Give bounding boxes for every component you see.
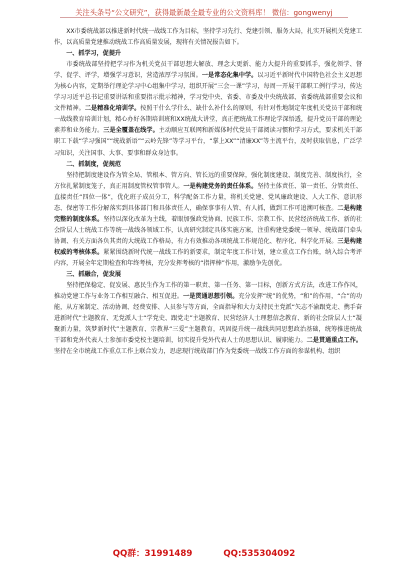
section-1-point-2-title: 二是精准化培训学。 [84, 105, 141, 113]
section-1-paragraph [54, 59, 362, 158]
section-1-point-1-title: 一是常态化集中学。 [201, 72, 258, 80]
document-body [54, 26, 362, 544]
banner-divider [60, 17, 348, 18]
footer-contact [0, 548, 408, 564]
section-2-point-2-body: 坚持以深化改革为主线，着眼加强政党协商、民族工作、宗教工作、民营经济统战工作、新的社会阶层人士统战工作等统一战线各领域工作，认真研究制定具体实施方案，注重构建党委统一领导、统战部门牵头协调、有关方面各负其责的大统战工作格局，有力有效推动各项统战工作规范化、程序化、科学化开展。 [54, 215, 362, 245]
section-3-intro-text: 坚持把保稳定、促发展、惠民生作为工作的第一职责、第一任务、第一目标，创新方式方法，改进工作作风，推动党建工作与业务工作相互融合、相互促进。 [54, 282, 362, 301]
section-3-point-1-body: 充分发挥“统”的优势，“和”的作用，“合”的功能，从方案制定、活动协调、经费安排、人员参与等方面，全面指导和大力支持民主党派“矢志不渝跟党走、携手奋进新时代”主题教育、无党派人士“学党史、跟党走”主题教育、民营经济人士理想信念教育、新的社会阶层人士“凝聚新力量，筑梦新时代”主题教育、宗教界“三爱”主题教育，巩固提升统一战线共同思想政治基础，统筹推进统战干部和党外代表人士参加市委党校主题培训，切实提升党外代表人士的思想认识、履职能力。 [54, 293, 362, 345]
footer-qq-number: QQ:535304092 [223, 549, 296, 559]
section-1-point-3-body: 主动顺应互联网和新媒体时代党员干部阅读习惯和学习方式，要求机关干部职工下载“学习强国”“统战新语”“云岭先锋”等学习平台，“掌上XX”“清廉XX”等主流平台，及时获取信息，广泛学习知识，关注国事、大事、要事和群众身边事。 [54, 127, 362, 157]
section-3-point-1-title: 一是贯通思想引领。 [183, 293, 239, 301]
top-banner [0, 0, 408, 22]
section-3-point-2-title: 二是贯通重点工作。 [306, 337, 362, 345]
section-3-heading: 三、抓融合，促发展 [66, 271, 122, 279]
section-2-point-1-title: 一是构建党务的责任体系。 [183, 182, 258, 190]
intro-paragraph: XX市委统战部以推进新时代统一战线工作为目标，坚持学习先行、党建引领、服务大局，扎实开展机关党建工作，以高质量党建推动统战工作高质量发展，现将有关情况报告如下。 [54, 28, 362, 47]
banner-text: 关注头条号“公文研究”，获得最新最全最专业的公文资料库！ 微信：gongwenyj [75, 8, 333, 17]
section-2-point-1-body: 坚持主体责任、第一责任、分管责任、直接责任“四位一体”，优化班子成员分工，科学配备工作力量，将机关党建、党风廉政建设、人大工作、意识形态、保密等工作分解落实到具体部门和具体责任人，确保事事有人管、有人抓，做到工作可追溯可核查。 [54, 182, 362, 212]
section-2-paragraph [54, 170, 362, 269]
section-1-point-3-title: 三是全覆盖在线学。 [103, 127, 159, 135]
section-1-heading: 一、抓学习，促提升 [66, 50, 122, 58]
section-1-point-2-body: 按照干什么学什么、缺什么补什么的原则，有针对性地制定年度机关党员干部和统一战线教育培训计划，精心办好各期培训班和XX统战大讲堂，真正把统战工作理论学深悟透，提升党员干部的理论素养和业务能力。 [54, 105, 362, 135]
section-2-point-3-title: 三是构建权威的考核体系。 [54, 237, 362, 256]
section-3-paragraph [54, 280, 362, 357]
footer-qq-group: QQ群：31991489 [112, 549, 193, 559]
section-1-point-1-body: 以习近平新时代中国特色社会主义思想为核心内容，定期举行理论学习中心组集中学习，组织开展“三会一课”学习，每周一开展干部职工例行学习，传达学习习近平总书记重要讲话和重要指示批示精神，学习党中央、省委、市委及中央统战部、省委统战部重要会议和文件精神。 [54, 72, 362, 113]
section-2-point-3-body: 紧紧围绕新时代统一战线工作的新要求，制定年度工作计划，建立重点工作台账，纳入综合考评内容，开展全年定期检查和年终考核，充分发挥考核的“指挥棒”作用，激励争先创优。 [54, 248, 362, 267]
section-2-heading: 二、抓制度，促规范 [66, 160, 122, 168]
section-3-point-2-body: 坚持在全市统战工作重点工作上联合发力，思虑现行统战部门作为党委统一战线工作方面的参谋机构、组织 [54, 348, 341, 356]
section-2-intro-text: 坚持把制度建设作为管全局、管根本、管方向、管长远的重要保障，强化制度建设、制度完善、制度执行，全方位扎紧制度笼子，真正用制度管权管事管人。 [54, 171, 362, 190]
section-2-point-2-title: 二是构建完整的制度体系。 [54, 204, 362, 223]
section-1-intro-text: 市委统战部坚持把学习作为机关党员干部思想大解放、理念大更新、能力大提升的重要抓手，强化领学、督学、促学、评学，增强学习意识，营造浓厚学习氛围。 [54, 61, 362, 80]
